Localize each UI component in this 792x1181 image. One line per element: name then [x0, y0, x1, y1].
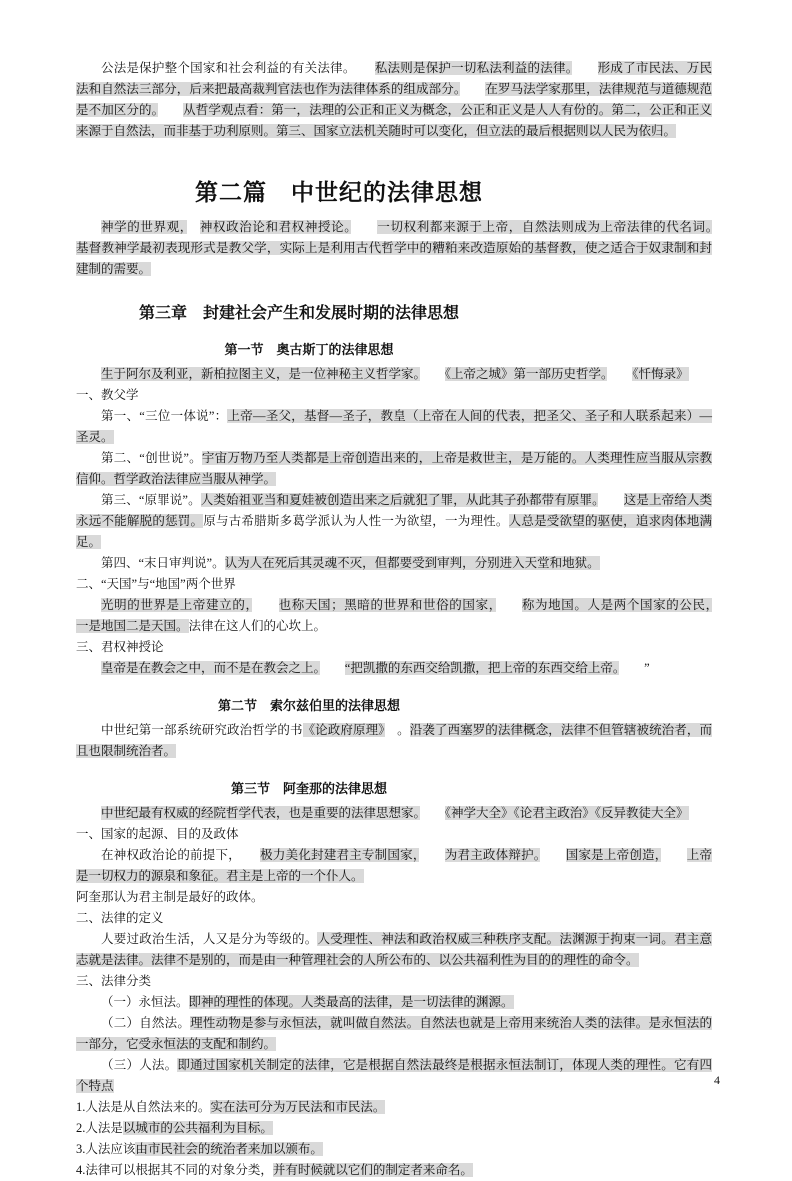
highlighted-text: 法律不是别的，而是由一种管理社会的人所公布的、以公共福利性为目的的理性的命令。: [151, 953, 639, 967]
paragraph: [76, 490, 712, 553]
text-run: 法律在这人们的心坎上。: [188, 619, 327, 633]
text-run: 一、国家的起源、目的及政体: [76, 827, 239, 841]
highlighted-text: 《上帝之城》第一部历史哲学。: [444, 367, 608, 381]
highlighted-text: “把凯撒的东西交给凯撒，把上帝的东西交给上帝。: [344, 661, 620, 675]
highlighted-text: 上帝是一切权力的源泉和象征。君主是上帝的一个仆人。: [76, 848, 712, 883]
highlighted-text: 极力美化封建君主专制国家，: [260, 848, 420, 862]
paragraph: [76, 1139, 712, 1160]
text-run: ”: [619, 661, 650, 675]
highlighted-text: 从哲学观点看：第一，法理的公正和正义为概念，公正和正义是人人有份的。第二，公正和正义来源于自然法，而非基于功利原则。第三、国家立法机关随时可以变化，但立法的最后根据则以人民为依归。: [76, 103, 712, 138]
highlighted-text: 中世纪最有权威的经院哲学代表，也是重要的法律思想家。: [101, 806, 420, 820]
text-run: 3.人法应该: [76, 1142, 136, 1156]
text-run: [349, 61, 374, 75]
paragraph: [76, 574, 712, 595]
highlighted-text: 一是地国二是天国。: [76, 619, 189, 633]
paragraph: [76, 908, 712, 929]
highlighted-text: 神学的世界观，: [101, 220, 187, 234]
text-run: 一、教父学: [76, 388, 139, 402]
paragraph: [76, 803, 712, 824]
text-run: 4.法律可以根据其不同的对象分类，: [76, 1163, 273, 1177]
text-run: [661, 848, 686, 862]
text-run: [419, 848, 444, 862]
highlighted-text: 人总是受欲望的驱使，追求肉体地满足。: [76, 514, 712, 549]
highlighted-text: 称为地国。人是两个国家的公民，: [521, 598, 712, 612]
paragraph: [76, 217, 712, 280]
highlighted-text: 上帝—圣父，基督—圣子，教皇（上帝在人间的代表，把圣父、圣子和人联系起来）—圣灵。: [76, 409, 712, 444]
text-run: [320, 661, 345, 675]
text-run: 二、“天国”与“地国”两个世界: [76, 577, 236, 591]
paragraph: [76, 971, 712, 992]
text-run: [158, 103, 183, 117]
text-run: [712, 220, 737, 234]
section-heading: 第三节 阿奎那的法律思想: [230, 781, 387, 796]
paragraph: [76, 1097, 712, 1118]
highlighted-text: 光明的世界是上帝建立的，: [101, 598, 253, 612]
highlighted-text: 沿袭了西塞罗的法律概念，法律不但管辖被统治者，而且也限制统治者。: [76, 723, 712, 758]
paragraph: [76, 929, 712, 971]
text-run: [252, 598, 278, 612]
text-run: （三）人法。: [101, 1058, 178, 1072]
text-run: 第四、“末日审判说”。: [101, 556, 225, 570]
paragraph: [76, 887, 712, 908]
paragraph: [76, 595, 712, 637]
text-run: 2.人法是: [76, 1121, 123, 1135]
highlighted-text: 形成了市民法、万民法和自然法三部分，后来把最高裁判官法也作为法律体系的组成部分。: [76, 61, 712, 96]
paragraph: [76, 1013, 712, 1055]
highlighted-text: 基督教神学最初表现形式是教父学，实际上是利用古代哲学中的糟粕来改造原始的基督教，使之适合于奴隶制和封建制的需要。: [76, 241, 712, 276]
text-run: [598, 493, 623, 507]
highlighted-text: 《神学大全》《论君主政治》《反异教徒大全》: [444, 806, 689, 820]
highlighted-text: 为君主政体辩护。: [444, 848, 541, 862]
highlighted-text: 即神的理性的体现。人类最高的法律，是一切法律的渊源。: [188, 995, 514, 1009]
text-run: 阿奎那认为君主制是最好的政体。: [76, 890, 264, 904]
text-run: [607, 367, 632, 381]
text-run: [235, 848, 260, 862]
text-run: [540, 848, 565, 862]
part-heading: 第二篇 中世纪的法律思想: [195, 180, 483, 205]
paragraph: [76, 406, 712, 448]
text-run: 。: [384, 723, 410, 737]
highlighted-text: 在罗马法学家那里，法律规范与道德规范是不加区分的。: [76, 82, 712, 117]
highlighted-text: 《论政府原理》: [302, 723, 385, 737]
highlighted-text: 《忏悔录》: [632, 367, 689, 381]
paragraph: [76, 385, 712, 406]
text-run: 第一、“三位一体说”：: [101, 409, 228, 423]
highlighted-text: 由市民社会的统治者来加以颁布。: [135, 1142, 323, 1156]
text-run: （一）永恒法。: [101, 995, 189, 1009]
paragraph: [76, 658, 712, 679]
page-number: 4: [714, 1073, 720, 1087]
text-run: [572, 61, 597, 75]
highlighted-text: 国家是上帝创造，: [565, 848, 662, 862]
text-run: 原与古希腊斯多葛学派认为人性一为欲望，一为理性。: [203, 514, 509, 528]
paragraph: [76, 448, 712, 490]
text-run: 二、法律的定义: [76, 911, 164, 925]
paragraph: [76, 553, 712, 574]
highlighted-text: 人类始祖亚当和夏娃被创造出来之后就犯了罪，从此其子孙都带有原罪。: [200, 493, 599, 507]
paragraph: [76, 364, 712, 385]
highlighted-text: 也称天国；黑暗的世界和世俗的国家，: [278, 598, 496, 612]
paragraph: [76, 824, 712, 845]
text-run: 1.人法是从自然法来的。: [76, 1100, 211, 1114]
text-run: 三、法律分类: [76, 974, 152, 988]
highlighted-text: 理性动物是参与永恒法，就叫做自然法。自然法也就是上帝用来统治人类的法律。是永恒法的一部分，它受永恒法的支配和制约。: [76, 1016, 712, 1051]
highlighted-text: 这是上帝给人类永远不能解脱的惩罚。: [76, 493, 712, 528]
section-heading: 第一节 奥古斯丁的法律思想: [224, 342, 394, 357]
text-run: [420, 806, 445, 820]
highlighted-text: 神权政治论和君权神授论。: [199, 220, 352, 234]
paragraph: [76, 1160, 712, 1181]
highlighted-text: 宇宙万物乃至人类都是上帝创造出来的，上帝是救世主，是万能的。人类理性应当服从宗教信仰。哲学政治法律应当服从神学。: [76, 451, 712, 486]
paragraph: [76, 720, 712, 762]
text-run: 在神权政治论的前提下，: [101, 848, 235, 862]
paragraph: [76, 58, 712, 142]
text-run: 第二、“创世说”。: [101, 451, 202, 465]
text-run: [496, 598, 522, 612]
highlighted-text: 法渊源于拘束一词。君主意志就是法律。: [76, 932, 712, 967]
highlighted-text: 一切权利都来源于上帝，自然法则成为上帝法律的代名词。: [377, 220, 712, 234]
section-heading: 第二节 索尔兹伯里的法律思想: [217, 698, 400, 713]
highlighted-text: 皇帝是在教会之中，而不是在教会之上。: [101, 661, 320, 675]
text-run: [187, 220, 200, 234]
highlighted-text: 即通过国家机关制定的法律，它是根据自然法最终是根据永恒法制订，体现人类的理性。它有四个特点: [76, 1058, 712, 1093]
highlighted-text: 生于阿尔及利亚，新柏拉图主义，是一位神秘主义哲学家。: [101, 367, 420, 381]
highlighted-text: 以城市的公共福利为目标。: [122, 1121, 273, 1135]
paragraph: [76, 1055, 712, 1097]
chapter-heading: 第三章 封建社会产生和发展时期的法律思想: [138, 305, 459, 322]
paragraph: [76, 1118, 712, 1139]
text-run: [460, 82, 485, 96]
text-run: 中世纪第一部系统研究政治哲学的书: [101, 723, 303, 737]
highlighted-text: 并有时候就以它们的制定者来命名。: [272, 1163, 473, 1177]
text-run: （二）自然法。: [101, 1016, 191, 1030]
text-run: 第三、“原罪说”。: [101, 493, 201, 507]
text-run: 人要过政治生活，人又是分为等级的。: [101, 932, 318, 946]
text-run: [351, 220, 377, 234]
paragraph: [76, 637, 712, 658]
highlighted-text: 人受理性、神法和政治权威三种秩序支配。: [317, 932, 560, 946]
text-run: [420, 367, 445, 381]
text-run: 三、君权神授论: [76, 640, 164, 654]
highlighted-text: 认为人在死后其灵魂不灭，但都要受到审判，分别进入天堂和地狱。: [224, 556, 600, 570]
highlighted-text: 私法则是保护一切私法利益的法律。: [374, 61, 573, 75]
text-run: [712, 598, 737, 612]
highlighted-text: 实在法可分为万民法和市民法。: [210, 1100, 386, 1114]
paragraph: [76, 992, 712, 1013]
paragraph: [76, 845, 712, 887]
text-run: 公法是保护整个国家和社会利益的有关法律。: [101, 61, 350, 75]
